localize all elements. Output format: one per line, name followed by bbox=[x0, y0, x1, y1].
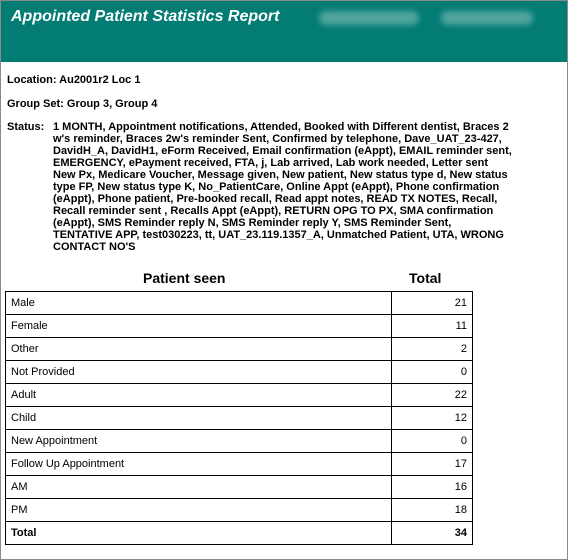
row-value: 2 bbox=[392, 338, 473, 361]
report-header bbox=[1, 1, 567, 62]
row-value: 17 bbox=[392, 453, 473, 476]
row-value: 0 bbox=[392, 430, 473, 453]
row-value: 18 bbox=[392, 499, 473, 522]
redacted-date-to bbox=[441, 11, 533, 25]
row-value: 22 bbox=[392, 384, 473, 407]
table-row bbox=[6, 453, 473, 476]
row-value: 0 bbox=[392, 361, 473, 384]
location-label: Location: bbox=[7, 74, 57, 86]
table-row bbox=[6, 292, 473, 315]
row-value: 21 bbox=[392, 292, 473, 315]
table-row bbox=[6, 384, 473, 407]
group-set-line bbox=[7, 98, 157, 110]
table-row bbox=[6, 315, 473, 338]
status-label: Status: bbox=[7, 121, 45, 133]
report-title: Appointed Patient Statistics Report bbox=[11, 8, 280, 25]
location-line bbox=[7, 74, 140, 86]
table-row bbox=[6, 499, 473, 522]
row-label: Not Provided bbox=[6, 361, 392, 384]
row-label: Other bbox=[6, 338, 392, 361]
row-label: Male bbox=[6, 292, 392, 315]
status-value: 1 MONTH, Appointment notifications, Attended, Booked with Different dentist, Braces 2 w's reminder, Braces 2w's reminder Sent, Confirmed by telephone, Dave_UAT_23-427, DavidH_A, DavidH1, eForm Received, Email confirmation (eAppt), EMAIL reminder sent, EMERGENCY, ePayment received, FTA, j, Lab arrived, Lab work needed, Letter sent New Px, Medicare Voucher, Message given, New patient, New status type d, New status type FP, New status type K, No_PatientCare, Online Appt (eAppt), Phone confirmation (eAppt), Phone patient, Pre-booked recall, Read appt notes, READ TX NOTES, Recall, Recall reminder sent , Recalls Appt (eAppt), RETURN OPG TO PX, SMA confirmation (eAppt), SMS Reminder reply N, SMS Reminder reply Y, SMS Reminder Sent, TENTATIVE APP, test030223, tt, UAT_23.119.1357_A, Unmatched Patient, UTA, WRONG CONTACT NO'S bbox=[53, 121, 512, 253]
row-value: 11 bbox=[392, 315, 473, 338]
table-row bbox=[6, 430, 473, 453]
row-label: New Appointment bbox=[6, 430, 392, 453]
row-label: Child bbox=[6, 407, 392, 430]
row-label: AM bbox=[6, 476, 392, 499]
row-label: Female bbox=[6, 315, 392, 338]
table-row bbox=[6, 407, 473, 430]
row-value: 12 bbox=[392, 407, 473, 430]
patient-stats-table bbox=[5, 291, 473, 545]
row-value: 16 bbox=[392, 476, 473, 499]
total-row bbox=[6, 522, 473, 545]
column-header-patient-seen: Patient seen bbox=[143, 270, 226, 286]
group-set-label: Group Set: bbox=[7, 98, 64, 110]
table-row bbox=[6, 476, 473, 499]
column-header-total: Total bbox=[409, 270, 442, 286]
location-value: Au2001r2 Loc 1 bbox=[59, 74, 141, 86]
table-row bbox=[6, 361, 473, 384]
group-set-value: Group 3, Group 4 bbox=[66, 98, 158, 110]
row-label: Follow Up Appointment bbox=[6, 453, 392, 476]
row-label: PM bbox=[6, 499, 392, 522]
row-label: Total bbox=[6, 522, 392, 545]
row-value: 34 bbox=[392, 522, 473, 545]
row-label: Adult bbox=[6, 384, 392, 407]
table-row bbox=[6, 338, 473, 361]
redacted-date-from bbox=[319, 11, 419, 25]
